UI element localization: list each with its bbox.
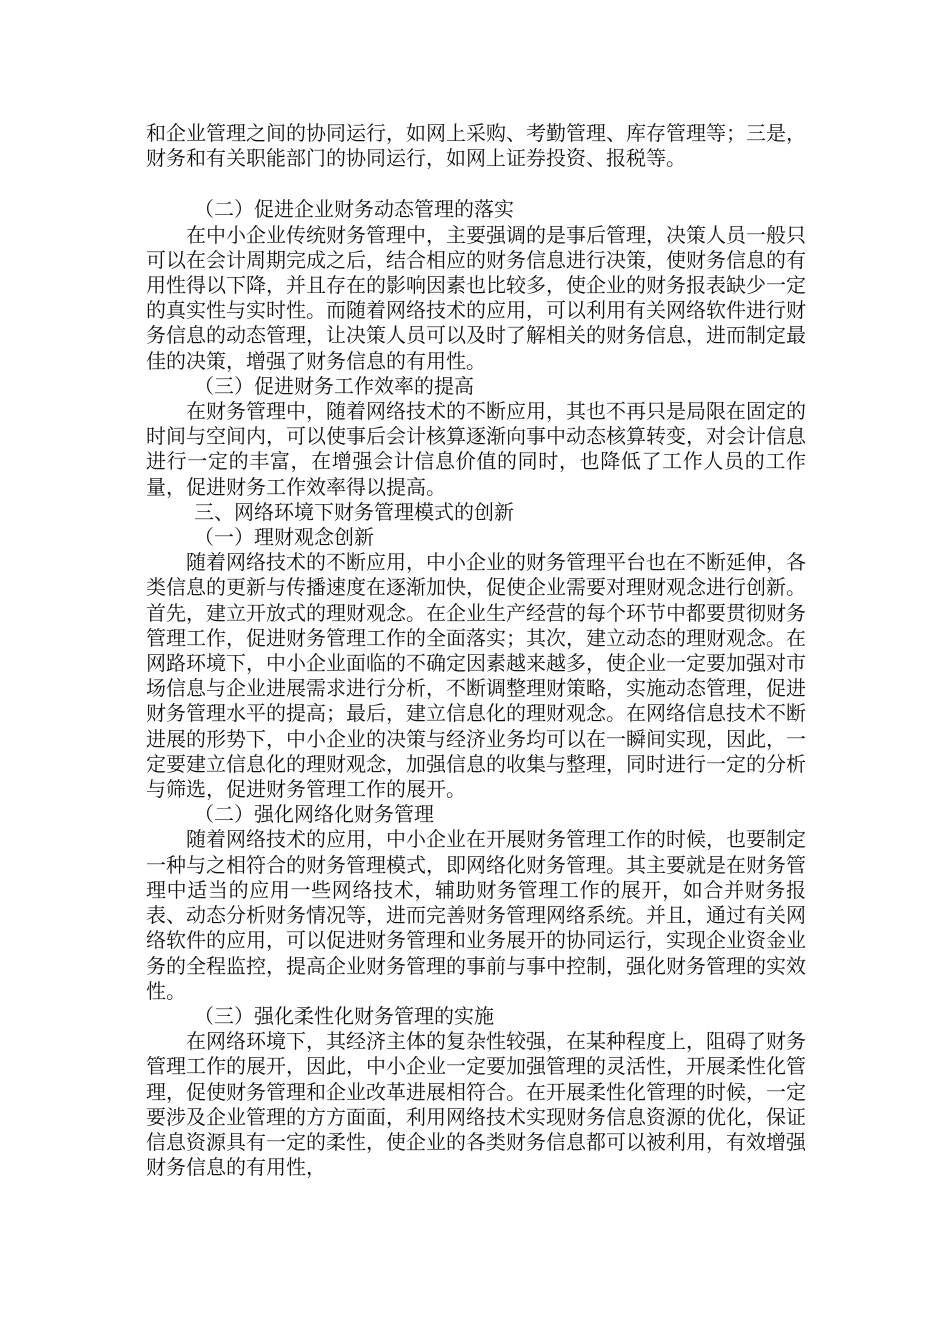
section-heading: （三）促进财务工作效率的提高 [194,373,474,398]
section-heading: （三）强化柔性化财务管理的实施 [194,1003,494,1028]
paragraph-gap [146,171,806,197]
body-paragraph: 在网络环境下，其经济主体的复杂性较强，在某种程度上，阻碍了财务管理工作的展开，因此，中小企业一定要加强管理的灵活性，开展柔性化管理，促使财务管理和企业改革进展相符合。在开展柔性化管理的时候，一定要涉及企业管理的方方面面，利用网络技术实现财务信息资源的优化，保证信息资源具有一定的柔性，使企业的各类财务信息都可以被利用，有效增强财务信息的有用性， [146,1029,806,1180]
chapter-heading: 三、网络环境下财务管理模式的创新 [194,499,514,524]
section-heading: （二）强化网络化财务管理 [194,802,434,827]
continued-paragraph: 和企业管理之间的协同运行，如网上采购、考勤管理、库存管理等；三是，财务和有关职能部门的协同运行，如网上证券投资、报税等。 [146,121,806,171]
section-heading: （二）促进企业财务动态管理的落实 [194,197,514,222]
document-body [146,121,806,1180]
section-heading: （一）理财观念创新 [194,525,374,550]
body-paragraph: 在中小企业传统财务管理中，主要强调的是事后管理，决策人员一般只可以在会计周期完成之后，结合相应的财务信息进行决策，使财务信息的有用性得以下降，并且存在的影响因素也比较多，使企业的财务报表缺少一定的真实性与实时性。而随着网络技术的应用，可以利用有关网络软件进行财务信息的动态管理，让决策人员可以及时了解相关的财务信息，进而制定最佳的决策，增强了财务信息的有用性。 [146,222,806,373]
body-paragraph: 随着网络技术的应用，中小企业在开展财务管理工作的时候，也要制定一种与之相符合的财务管理模式，即网络化财务管理。其主要就是在财务管理中适当的应用一些网络技术，辅助财务管理工作的展开，如合并财务报表、动态分析财务情况等，进而完善财务管理网络系统。并且，通过有关网络软件的应用，可以促进财务管理和业务展开的协同运行，实现企业资金业务的全程监控，提高企业财务管理的事前与事中控制，强化财务管理的实效性。 [146,827,806,1003]
body-paragraph: 在财务管理中，随着网络技术的不断应用，其也不再只是局限在固定的时间与空间内，可以使事后会计核算逐渐向事中动态核算转变，对会计信息进行一定的丰富，在增强会计信息价值的同时，也降低了工作人员的工作量，促进财务工作效率得以提高。 [146,399,806,499]
body-paragraph: 随着网络技术的不断应用，中小企业的财务管理平台也在不断延伸，各类信息的更新与传播速度在逐渐加快，促使企业需要对理财观念进行创新。首先，建立开放式的理财观念。在企业生产经营的每个环节中都要贯彻财务管理工作，促进财务管理工作的全面落实；其次，建立动态的理财观念。在网路环境下，中小企业面临的不确定因素越来越多，使企业一定要加强对市场信息与企业进展需求进行分析，不断调整理财策略，实施动态管理，促进财务管理水平的提高；最后，建立信息化的理财观念。在网络信息技术不断进展的形势下，中小企业的决策与经济业务均可以在一瞬间实现，因此，一定要建立信息化的理财观念，加强信息的收集与整理，同时进行一定的分析与筛选，促进财务管理工作的展开。 [146,550,806,802]
